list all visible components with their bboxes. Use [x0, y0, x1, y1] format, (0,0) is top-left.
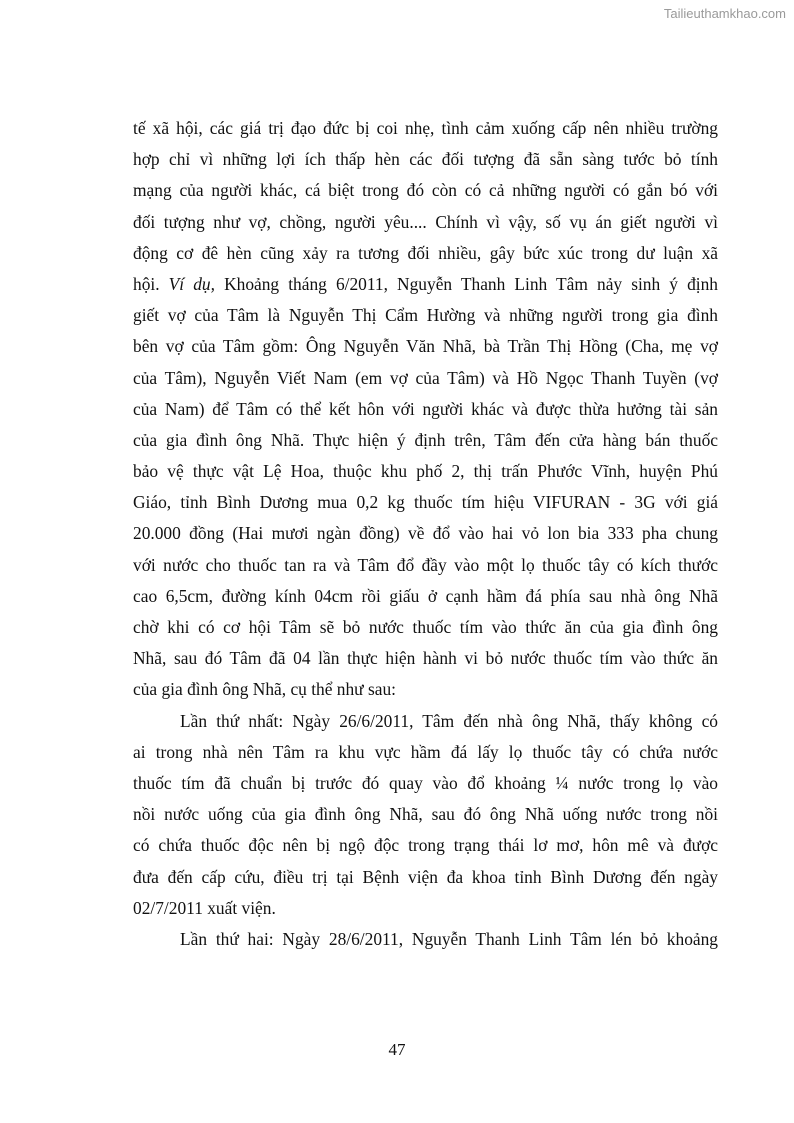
- text-line: Lần thứ nhất: Ngày 26/6/2011, Tâm đến nhà ông Nhã, thấy không có: [180, 710, 718, 731]
- text-line: của Tâm), Nguyễn Viết Nam (em vợ của Tâm) và Hồ Ngọc Thanh Tuyền (vợ: [133, 367, 718, 388]
- text-line: có chứa thuốc độc nên bị ngộ độc trong trạng thái lơ mơ, hôn mê và được: [133, 835, 718, 856]
- emphasis-text: Ví dụ,: [168, 273, 215, 294]
- text-line: Lần thứ hai: Ngày 28/6/2011, Nguyễn Thanh Linh Tâm lén bỏ khoảng: [180, 928, 718, 949]
- text-line: bảo vệ thực vật Lệ Hoa, thuộc khu phố 2, thị trấn Phước Vĩnh, huyện Phú: [133, 461, 718, 482]
- text-line: [133, 269, 718, 300]
- text-line: của gia đình ông Nhã, cụ thể như sau:: [133, 679, 396, 700]
- text-line: bên vợ của Tâm gồm: Ông Nguyễn Văn Nhã, bà Trần Thị Hồng (Cha, mẹ vợ: [133, 336, 718, 357]
- text-line: của gia đình ông Nhã. Thực hiện ý định trên, Tâm đến cửa hàng bán thuốc: [133, 429, 718, 450]
- text-line: cao 6,5cm, đường kính 04cm rồi giấu ở cạnh hầm đá phía sau nhà ông Nhã: [133, 585, 718, 606]
- text-line: hợp chỉ vì những lợi ích thấp hèn các đối tượng đã sẵn sàng tước bỏ tính: [133, 149, 718, 170]
- document-body: [133, 113, 718, 955]
- text-line: thuốc tím đã chuẩn bị trước đó quay vào đổ khoảng ¼ nước trong lọ vào: [133, 772, 718, 793]
- text-line: 20.000 đồng (Hai mươi ngàn đồng) về đổ vào hai vỏ lon bia 333 pha chung: [133, 523, 718, 544]
- text-line: ai trong nhà nên Tâm ra khu vực hầm đá lấy lọ thuốc tây có chứa nước: [133, 741, 718, 762]
- text-line: tế xã hội, các giá trị đạo đức bị coi nhẹ, tình cảm xuống cấp nên nhiều trường: [133, 118, 718, 138]
- text-line: giết vợ của Tâm là Nguyễn Thị Cẩm Hường và những người trong gia đình: [133, 305, 718, 326]
- text-segment: Khoảng tháng 6/2011, Nguyễn Thanh Linh Tâm nảy sinh ý định: [214, 273, 718, 294]
- text-line: của Nam) để Tâm có thể kết hôn với người khác và được thừa hưởng tài sản: [133, 398, 718, 419]
- text-line: đưa đến cấp cứu, điều trị tại Bệnh viện đa khoa tỉnh Bình Dương đến ngày: [133, 866, 718, 887]
- text-segment: hội.: [133, 273, 169, 294]
- text-line: động cơ đê hèn cũng xảy ra tương đối nhiều, gây bức xúc trong dư luận xã: [133, 242, 718, 263]
- text-line: 02/7/2011 xuất viện.: [133, 897, 276, 918]
- text-line: Nhã, sau đó Tâm đã 04 lần thực hiện hành vi bỏ nước thuốc tím vào thức ăn: [133, 648, 718, 669]
- text-line: với nước cho thuốc tan ra và Tâm đổ đầy vào một lọ thuốc tây có kích thước: [133, 554, 718, 575]
- text-line: chờ khi có cơ hội Tâm sẽ bỏ nước thuốc tím vào thức ăn của gia đình ông: [133, 617, 718, 637]
- text-line: mạng của người khác, cá biệt trong đó còn có cả những người có gắn bó với: [133, 180, 718, 201]
- text-line: đối tượng như vợ, chồng, người yêu.... Chính vì vậy, số vụ án giết người vì: [133, 211, 718, 232]
- text-line: nồi nước uống của gia đình ông Nhã, sau đó ông Nhã uống nước trong nồi: [133, 804, 718, 825]
- page-number: 47: [388, 1040, 406, 1059]
- watermark: Tailieuthamkhao.com: [663, 6, 786, 21]
- text-line: Giáo, tỉnh Bình Dương mua 0,2 kg thuốc tím hiệu VIFURAN - 3G với giá: [133, 492, 718, 513]
